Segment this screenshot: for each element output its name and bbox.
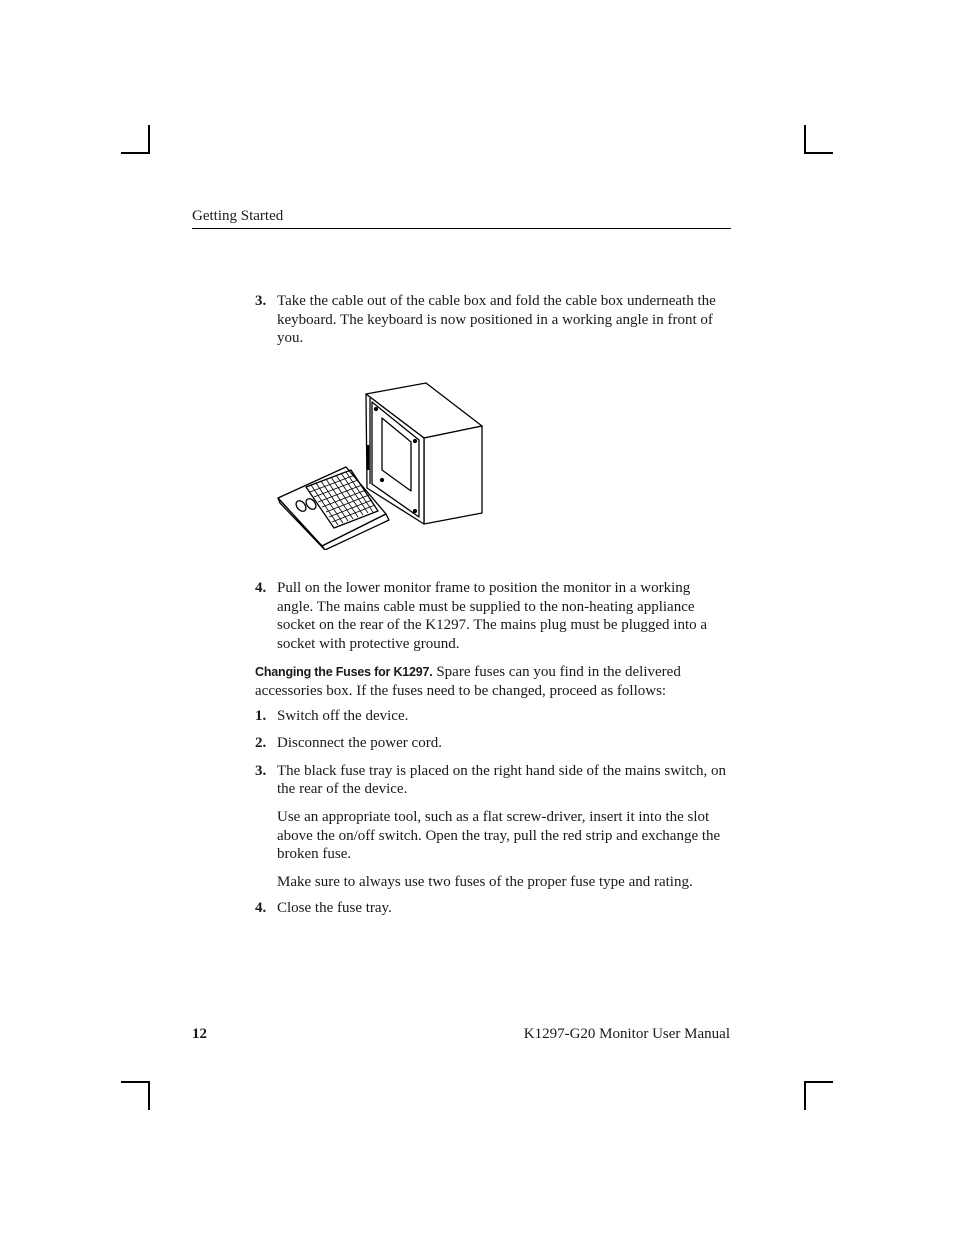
crop-mark-bottom-left-h	[121, 1081, 150, 1083]
monitor-keyboard-illustration-icon	[276, 380, 486, 550]
fuse-intro-paragraph	[255, 663, 730, 700]
step-text: The black fuse tray is placed on the right hand side of the mains switch, on the rear of the device.	[277, 762, 727, 798]
crop-mark-bottom-right-v	[804, 1081, 806, 1110]
main-content	[255, 292, 730, 348]
step-text: Disconnect the power cord.	[277, 735, 442, 752]
step-item	[255, 734, 730, 753]
fuse-section	[255, 579, 730, 918]
step-note: Make sure to always use two fuses of the proper fuse type and rating.	[277, 873, 693, 890]
step-item	[255, 579, 730, 653]
fuse-heading: Changing the Fuses for K1297.	[255, 665, 433, 680]
step-item	[255, 707, 730, 726]
step-item	[255, 762, 730, 799]
step-number: 1.	[255, 707, 267, 724]
crop-mark-top-right-h	[804, 152, 833, 154]
manual-title: K1297-G20 Monitor User Manual	[523, 1026, 730, 1042]
step-number: 4.	[255, 580, 267, 596]
crop-mark-bottom-right-h	[804, 1081, 833, 1083]
step-text: Pull on the lower monitor frame to position the monitor in a working angle. The mains cable must be supplied to the non-heating appliance socket on the rear of the K1297. The mains plug must be plugged into a socket with protective ground.	[277, 580, 708, 652]
step-number: 3.	[255, 762, 267, 779]
step-text: Switch off the device.	[277, 707, 409, 724]
step-number: 2.	[255, 735, 267, 752]
step-number: 4.	[255, 900, 267, 917]
page-number: 12	[192, 1026, 207, 1042]
section-title: Getting Started	[192, 208, 284, 224]
monitor-keyboard-figure	[276, 380, 486, 550]
step-text: Take the cable out of the cable box and fold the cable box underneath the keyboard. The keyboard is now positioned in a working angle in front of you.	[277, 293, 716, 347]
running-header	[192, 207, 731, 229]
step-text: Close the fuse tray.	[277, 900, 392, 917]
step-item	[255, 292, 730, 348]
fuse-intro-text: Spare fuses can you find in the delivered accessories box. If the fuses need to be changed, proceed as follows:	[255, 664, 681, 699]
crop-mark-top-left-v	[148, 125, 150, 153]
crop-mark-top-right-v	[804, 125, 806, 153]
step-note: Use an appropriate tool, such as a flat screw-driver, insert it into the slot above the on/off switch. Open the tray, pull the red strip and exchange the broken fuse.	[277, 808, 721, 863]
step-number: 3.	[255, 293, 267, 309]
crop-mark-top-left-h	[121, 152, 150, 154]
step-item	[255, 899, 730, 918]
crop-mark-bottom-left-v	[148, 1081, 150, 1110]
